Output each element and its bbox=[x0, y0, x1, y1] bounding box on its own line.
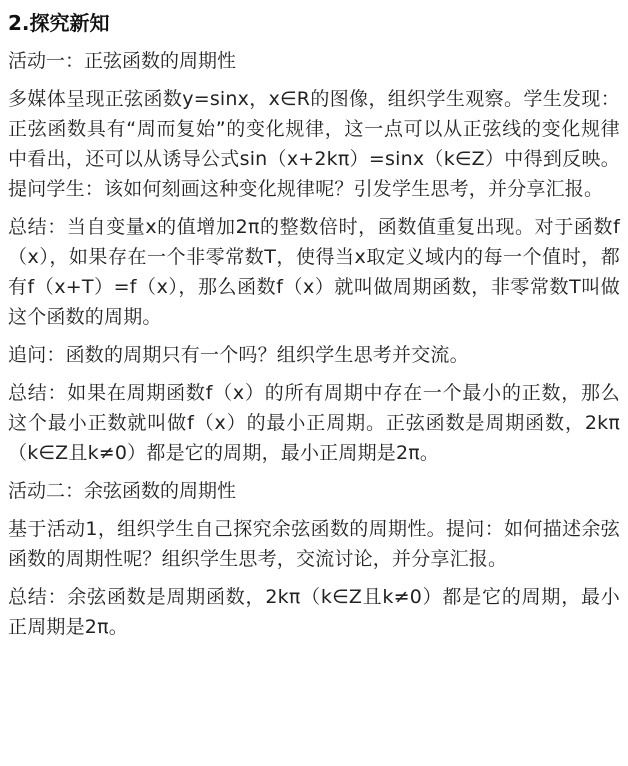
activity2-paragraph-1: 基于活动1，组织学生自己探究余弦函数的周期性。提问：如何描述余弦函数的周期性呢？组织学生思考，交流讨论，并分享汇报。 bbox=[8, 518, 620, 570]
activity1-paragraph-1: 多媒体呈现正弦函数y=sinx，x∈R的图像，组织学生观察。学生发现：正弦函数具有“周而复始”的变化规律，这一点可以从正弦线的变化规律中看出，还可以从诱导公式sin（x+2kπ）=sinx（k∈Z）中得到反映。提问学生：该如何刻画这种变化规律呢？引发学生思考，并分享汇报。 bbox=[8, 88, 620, 200]
section-heading: 2.探究新知 bbox=[8, 11, 110, 35]
activity1-summary-1: 总结：当自变量x的值增加2π的整数倍时，函数值重复出现。对于函数f（x），如果存在一个非零常数T，使得当x取定义域内的每一个值时，都有f（x+T）=f（x），那么函数f（x）就叫做周期函数，非零常数T叫做这个函数的周期。 bbox=[8, 216, 620, 328]
activity2-title: 活动二：余弦函数的周期性 bbox=[8, 480, 237, 502]
activity1-title: 活动一：正弦函数的周期性 bbox=[8, 50, 237, 72]
activity1-summary-2: 总结：如果在周期函数f（x）的所有周期中存在一个最小的正数，那么这个最小正数就叫做f（x）的最小正周期。正弦函数是周期函数，2kπ（k∈Z且k≠0）都是它的周期，最小正周期是2π。 bbox=[8, 382, 620, 464]
activity2-summary: 总结：余弦函数是周期函数，2kπ（k∈Z且k≠0）都是它的周期，最小正周期是2π。 bbox=[8, 586, 620, 638]
activity1-follow-up-question: 追问：函数的周期只有一个吗？组织学生思考并交流。 bbox=[8, 344, 469, 366]
